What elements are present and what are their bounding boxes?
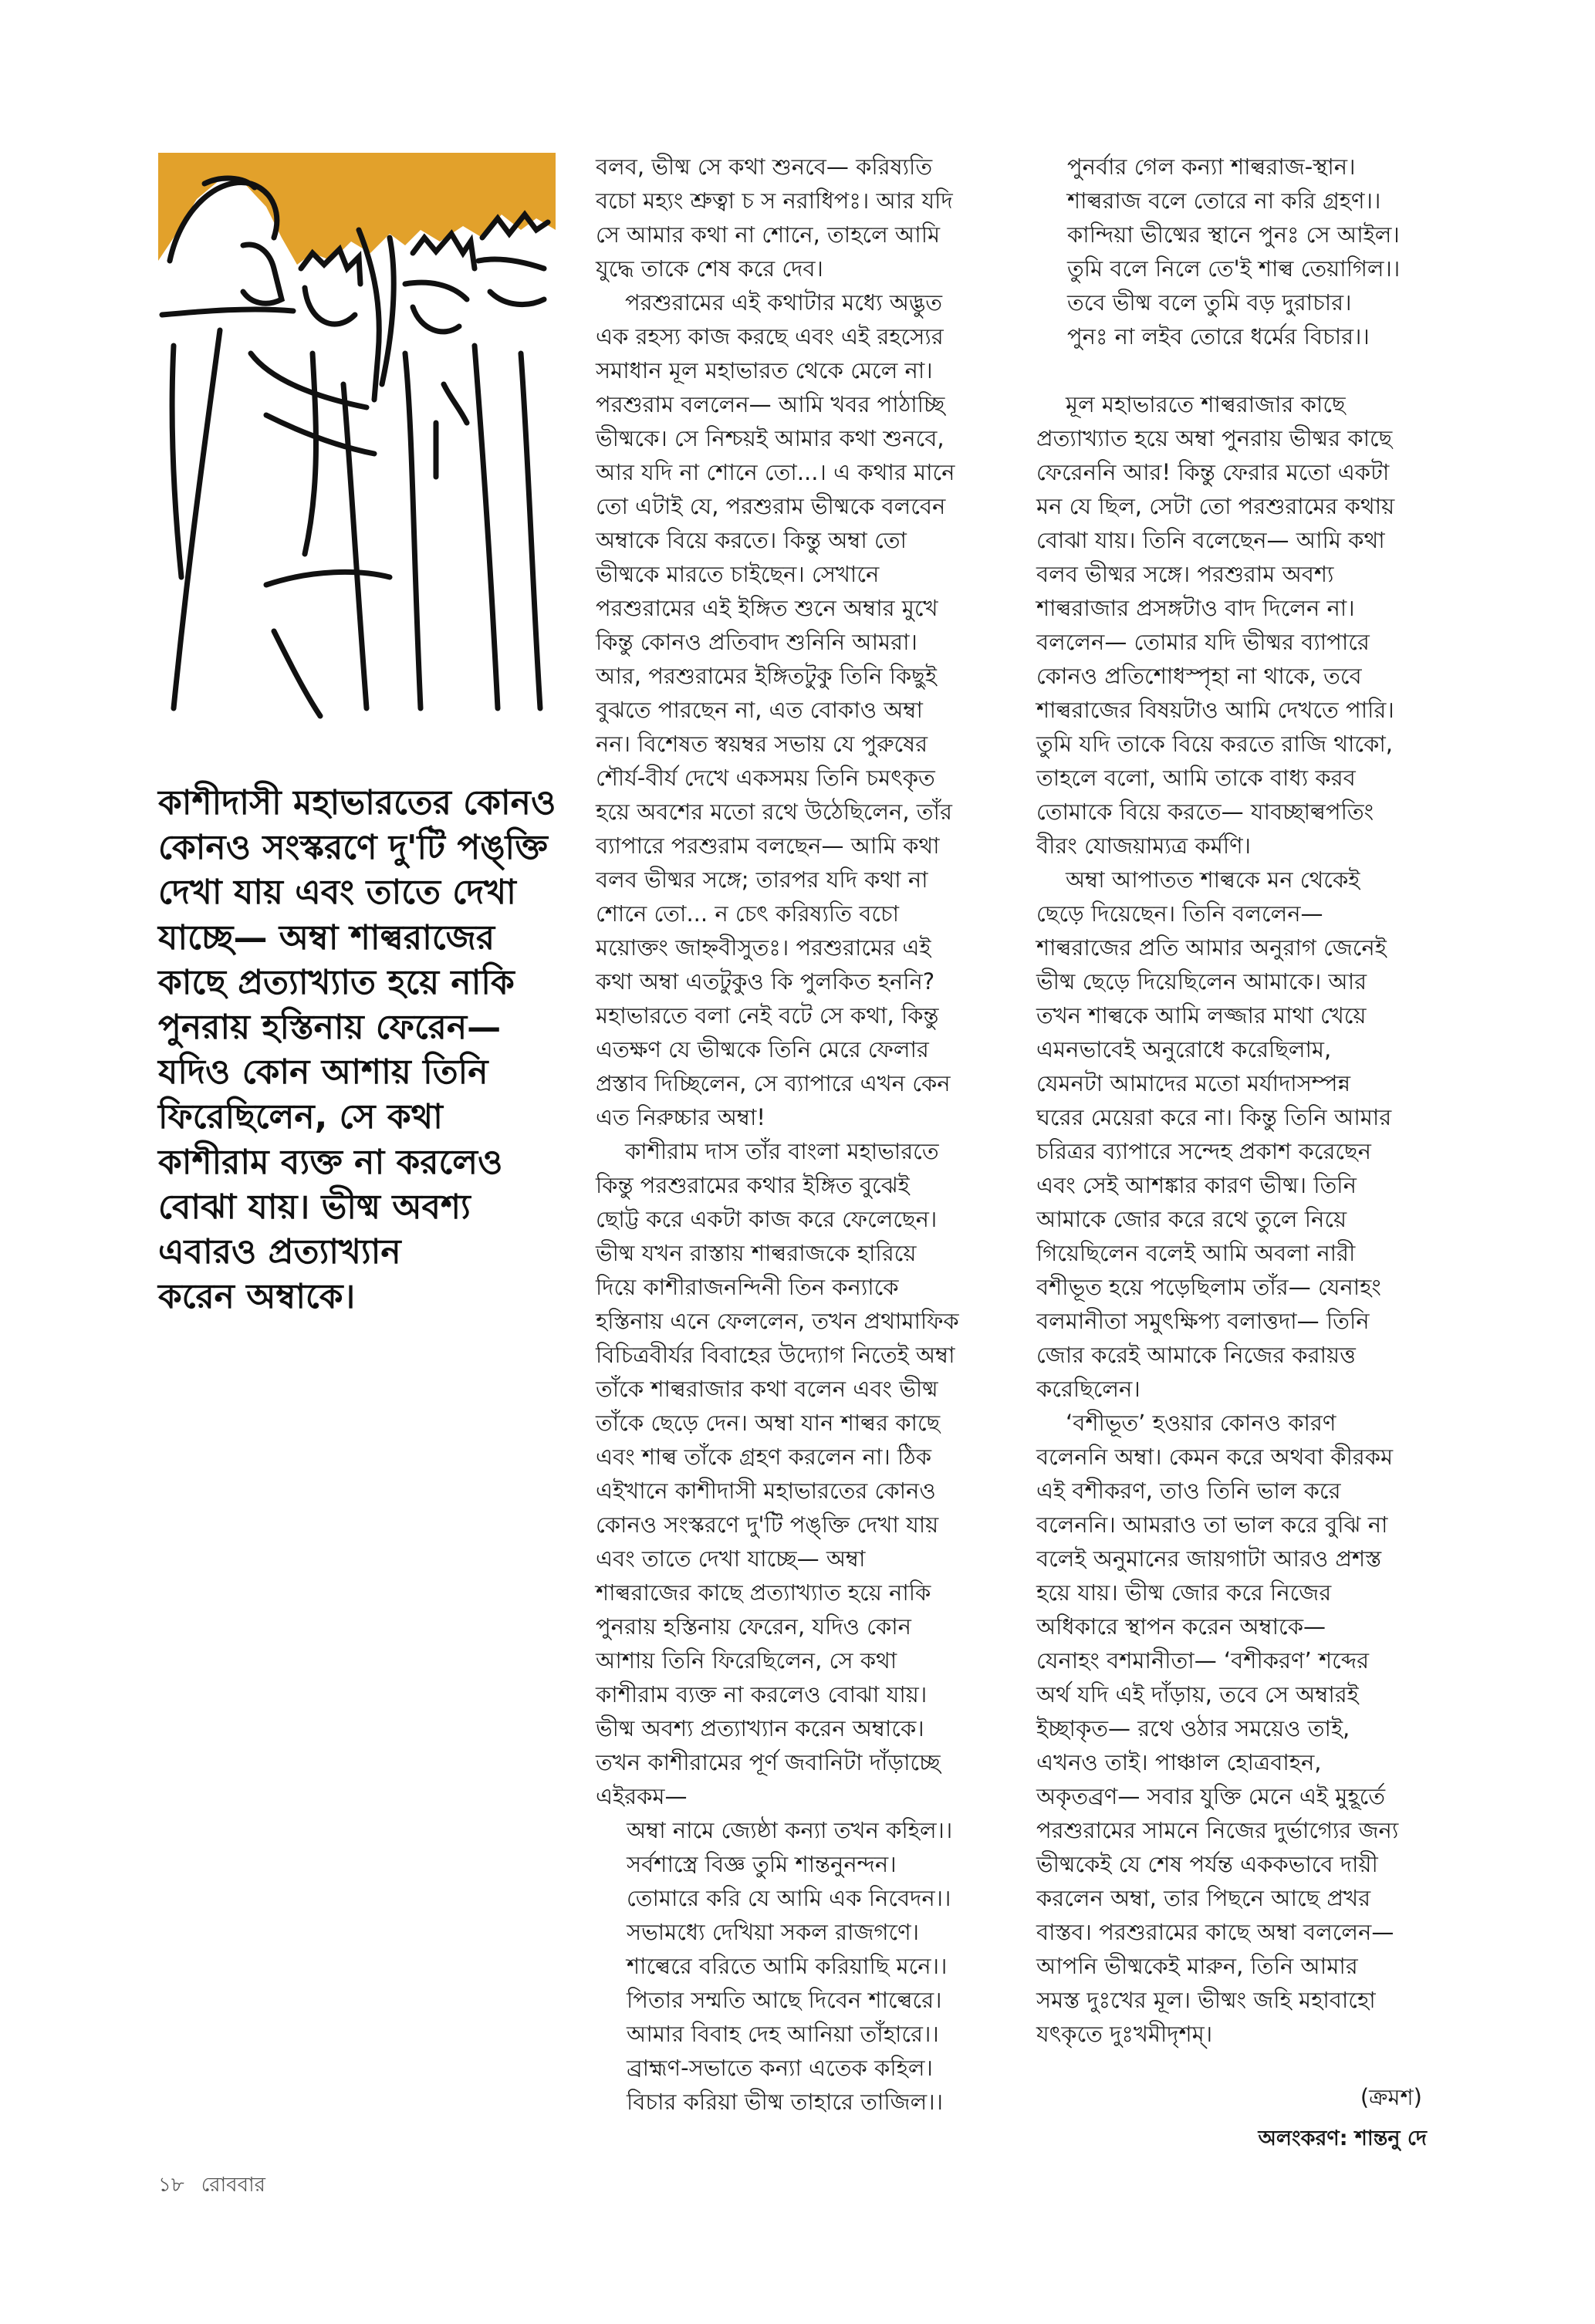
verse-line: পুনর্বার গেল কন্যা শাল্বরাজ-স্থান। [1067, 154, 1356, 180]
verse-line: পিতার সম্মতি আছে দিবেন শাল্বেরে। [627, 1987, 942, 2013]
text-line: প্রস্তাব দিচ্ছিলেন, সে ব্যাপারে এখন কেন [596, 1070, 951, 1096]
pull-quote-line: যাচ্ছে— অম্বা শাল্বরাজের [158, 917, 495, 958]
text-line: ভীষ্ম ছেড়ে দিয়েছিলেন আমাকে। আর [1036, 968, 1367, 995]
text-line: বচো মহ্যং শ্রুত্বা চ স নরাধিপঃ। আর যদি [596, 187, 953, 214]
text-line: পরশুরামের এই কথাটার মধ্যে অদ্ভুত [625, 289, 942, 316]
text-line: পরশুরামের সামনে নিজের দুর্ভাগ্যের জন্য [1036, 1817, 1399, 1843]
text-line: বললেন— তোমার যদি ভীষ্মর ব্যাপারে [1036, 629, 1370, 655]
text-line: হস্তিনায় এনে ফেললেন, তখন প্রথামাফিক [596, 1308, 959, 1334]
article-column-2 [1036, 150, 1438, 2051]
paragraph [596, 285, 997, 1134]
text-line: বলেননি অম্বা। কেমন করে অথবা কীরকম [1036, 1444, 1394, 1470]
paragraph [1036, 387, 1438, 863]
verse-line: শাল্বরাজ বলে তোরে না করি গ্রহণ।। [1067, 187, 1381, 214]
magazine-name: রোববার [201, 2174, 265, 2197]
verse-block [596, 1813, 997, 2119]
text-line: দিয়ে কাশীরাজনন্দিনী তিন কন্যাকে [596, 1274, 899, 1300]
text-line: তখন কাশীরামের পূর্ণ জবানিটা দাঁড়াচ্ছে [596, 1749, 941, 1775]
spacer [1036, 353, 1438, 387]
text-line: শাল্বরাজের বিষয়টাও আমি দেখতে পারি। [1036, 697, 1394, 723]
text-line: তো এটাই যে, পরশুরাম ভীষ্মকে বলবেন [596, 493, 946, 519]
text-line: এবং শাল্ব তাঁকে গ্রহণ করলেন না। ঠিক [596, 1444, 932, 1470]
text-line: এইখানে কাশীদাসী মহাভারতের কোনও [596, 1478, 936, 1504]
text-line: পরশুরাম বললেন— আমি খবর পাঠাচ্ছি [596, 391, 945, 417]
text-line: সে আমার কথা না শোনে, তাহলে আমি [596, 221, 941, 248]
verse-line: তোমারে করি যে আমি এক নিবেদন।। [627, 1885, 951, 1911]
pull-quote-line: যদিও কোন আশায় তিনি [158, 1052, 488, 1093]
text-line: বুঝতে পারছেন না, এত বোকাও অম্বা [596, 697, 923, 723]
text-line: এক রহস্য কাজ করছে এবং এই রহস্যের [596, 323, 944, 350]
verse-line: অম্বা নামে জ্যেষ্ঠা কন্যা তখন কহিল।। [627, 1817, 953, 1843]
pull-quote-line: এবারও প্রত্যাখ্যান [158, 1232, 401, 1272]
text-line: ভীষ্ম অবশ্য প্রত্যাখ্যান করেন অম্বাকে। [596, 1715, 924, 1741]
verse-line: আমার বিবাহ দেহ আনিয়া তাঁহারে।। [627, 2021, 939, 2047]
text-line: বীরং যোজয়াম্যত্র কর্মণি। [1036, 833, 1252, 859]
text-line: ছেড়ে দিয়েছেন। তিনি বললেন— [1036, 900, 1323, 927]
text-line: তাঁকে শাল্বরাজার কথা বলেন এবং ভীষ্ম [596, 1376, 938, 1402]
pull-quote-line: ফিরেছিলেন, সে কথা [158, 1097, 443, 1137]
text-line: কিন্তু কোনও প্রতিবাদ শুনিনি আমরা। [596, 629, 917, 655]
text-line: ভীষ্মকে মারতে চাইছেন। সেখানে [596, 561, 880, 587]
text-line: মূল মহাভারতে শাল্বরাজার কাছে [1066, 391, 1346, 417]
paragraph [596, 150, 997, 285]
pull-quote-line: কাছে প্রত্যাখ্যাত হয়ে নাকি [158, 962, 515, 1002]
verse-line: পুনঃ না লইব তোরে ধর্মের বিচার।। [1067, 323, 1370, 350]
text-line: শাল্বরাজের কাছে প্রত্যাখ্যাত হয়ে নাকি [596, 1579, 931, 1606]
text-line: আপনি ভীষ্মকেই মারুন, তিনি আমার [1036, 1953, 1358, 1979]
text-line: সমাধান মূল মহাভারত থেকে মেলে না। [596, 357, 933, 383]
text-line: হয়ে অবশের মতো রথে উঠেছিলেন, তাঁর [596, 799, 952, 825]
text-line: ভীষ্মকে। সে নিশ্চয়ই আমার কথা শুনবে, [596, 425, 944, 451]
pull-quote [158, 781, 575, 1319]
paragraph [1036, 863, 1438, 1406]
text-line: তাহলে বলো, আমি তাকে বাধ্য করব [1036, 765, 1356, 791]
text-line: বোঝা যায়। তিনি বলেছেন— আমি কথা [1036, 527, 1385, 553]
text-line: ফেরেননি আর! কিন্তু ফেরার মতো একটা [1036, 459, 1390, 485]
text-line: আর যদি না শোনে তো...। এ কথার মানে [596, 459, 955, 485]
text-line: এখনও তাই। পাঞ্চাল হোত্রবাহন, [1036, 1749, 1322, 1775]
text-line: কিন্তু পরশুরামের কথার ইঙ্গিত বুঝেই [596, 1172, 910, 1198]
verse-line: সভামধ্যে দেখিয়া সকল রাজগণে। [627, 1919, 920, 1945]
verse-line: কান্দিয়া ভীষ্মের স্থানে পুনঃ সে আইল। [1067, 221, 1400, 248]
text-line: তাঁকে ছেড়ে দেন। অম্বা যান শাল্বর কাছে [596, 1410, 941, 1436]
text-line: আমাকে জোর করে রথে তুলে নিয়ে [1036, 1206, 1347, 1232]
text-line: যেনাহং বশমানীতা— ‘বশীকরণ’ শব্দের [1036, 1647, 1370, 1674]
illustration [158, 153, 556, 731]
verse-line: তুমি বলে নিলে তে'ই শাল্ব তেয়াগিল।। [1067, 255, 1401, 282]
text-line: এতক্ষণ যে ভীষ্মকে তিনি মেরে ফেলার [596, 1036, 929, 1062]
text-line: যুদ্ধে তাকে শেষ করে দেব। [596, 255, 823, 282]
pull-quote-line: কাশীরাম ব্যক্ত না করলেও [158, 1142, 503, 1182]
text-line: ‘বশীভূত’ হওয়ার কোনও কারণ [1066, 1410, 1336, 1436]
text-line: মহাভারতে বলা নেই বটে সে কথা, কিন্তু [596, 1002, 939, 1029]
text-line: পুনরায় হস্তিনায় ফেরেন, যদিও কোন [596, 1613, 911, 1640]
text-line: বলমানীতা সমুৎক্ষিপ্য বলাত্তদা— তিনি [1036, 1308, 1370, 1334]
text-line: ব্যাপারে পরশুরাম বলছেন— আমি কথা [596, 833, 940, 859]
text-line: এমনভাবেই অনুরোধে করেছিলাম, [1036, 1036, 1332, 1062]
text-line: তখন শাল্বকে আমি লজ্জার মাথা খেয়ে [1036, 1002, 1367, 1029]
verse-line: ব্রাহ্মণ-সভাতে কন্যা এতেক কহিল। [627, 2055, 933, 2081]
text-line: মন যে ছিল, সেটা তো পরশুরামের কথায় [1036, 493, 1395, 519]
text-line: বলেই অনুমানের জায়গাটা আরও প্রশস্ত [1036, 1545, 1382, 1572]
text-line: তুমি যদি তাকে বিয়ে করতে রাজি থাকো, [1036, 731, 1394, 757]
illustration-parashurama-and-princesses-icon [158, 153, 556, 731]
text-line: তোমাকে বিয়ে করতে— যাবচ্ছাল্বপতিং [1036, 799, 1374, 825]
text-line: অধিকারে স্থাপন করেন অম্বাকে— [1036, 1613, 1326, 1640]
pull-quote-line: বোঝা যায়। ভীষ্ম অবশ্য [158, 1187, 471, 1227]
text-line: ভীষ্ম যখন রাস্তায় শাল্বরাজকে হারিয়ে [596, 1240, 917, 1266]
text-line: এবং সেই আশঙ্কার কারণ ভীষ্ম। তিনি [1036, 1172, 1357, 1198]
text-line: জোর করেই আমাকে নিজের করায়ত্ত [1036, 1342, 1356, 1368]
text-line: শাল্বরাজার প্রসঙ্গটাও বাদ দিলেন না। [1036, 595, 1355, 621]
text-line: ময়োক্তং জাহ্নবীসুতঃ। পরশুরামের এই [596, 934, 931, 961]
text-line: বিচিত্রবীর্যর বিবাহের উদ্যোগ নিতেই অম্বা [596, 1342, 955, 1368]
text-line: বলব ভীষ্মর সঙ্গে; তারপর যদি কথা না [596, 866, 928, 893]
article-column-1 [596, 150, 997, 2119]
text-line: অম্বা আপাতত শাল্বকে মন থেকেই [1066, 866, 1360, 893]
paragraph [1036, 1406, 1438, 2051]
verse-line: তবে ভীষ্ম বলে তুমি বড় দুরাচার। [1067, 289, 1352, 316]
text-line: কথা অম্বা এতটুকুও কি পুলকিত হননি? [596, 968, 935, 995]
text-line: যেমনটা আমাদের মতো মর্যাদাসম্পন্ন [1036, 1070, 1351, 1096]
text-line: আর, পরশুরামের ইঙ্গিতটুকু তিনি কিছুই [596, 663, 937, 689]
verse-line: বিচার করিয়া ভীষ্ম তাহারে তাজিল।। [627, 2089, 943, 2115]
text-line: সমস্ত দুঃখের মূল। ভীষ্মং জহি মহাবাহো [1036, 1987, 1376, 2013]
pull-quote-line: পুনরায় হস্তিনায় ফেরেন— [158, 1008, 502, 1048]
verse-line: সর্বশাস্ত্রে বিজ্ঞ তুমি শান্তনুনন্দন। [627, 1851, 897, 1877]
paragraph [596, 1134, 997, 1813]
text-line: চরিত্রর ব্যাপারে সন্দেহ প্রকাশ করেছেন [1036, 1138, 1371, 1164]
text-line: শৌর্য-বীর্য দেখে একসময় তিনি চমৎকৃত [596, 765, 935, 791]
verse-line: শাল্বেরে বরিতে আমি করিয়াছি মনে।। [627, 1953, 948, 1979]
text-line: ছোট্ট করে একটা কাজ করে ফেলেছেন। [596, 1206, 938, 1232]
text-line: বলেননি। আমরাও তা ভাল করে বুঝি না [1036, 1512, 1388, 1538]
text-line: করলেন অম্বা, তার পিছনে আছে প্রখর [1036, 1885, 1371, 1911]
text-line: আশায় তিনি ফিরেছিলেন, সে কথা [596, 1647, 897, 1674]
text-line: অর্থ যদি এই দাঁড়ায়, তবে সে অম্বারই [1036, 1681, 1359, 1708]
text-line: কোনও প্রতিশোধস্পৃহা না থাকে, তবে [1036, 663, 1362, 689]
text-line: বলব, ভীষ্ম সে কথা শুনবে— করিষ্যতি [596, 154, 933, 180]
pull-quote-line: করেন অম্বাকে। [158, 1277, 356, 1317]
pull-quote-line: কাশীদাসী মহাভারতের কোনও [158, 783, 556, 823]
text-line: বলব ভীষ্মর সঙ্গে। পরশুরাম অবশ্য [1036, 561, 1334, 587]
illustration-credit: অলংকরণ: শান্তনু দে [1258, 2126, 1427, 2150]
pull-quote-line: দেখা যায় এবং তাতে দেখা [158, 873, 516, 913]
text-line: ইচ্ছাকৃত— রথে ওঠার সময়েও তাই, [1036, 1715, 1350, 1741]
text-line: অকৃতব্রণ— সবার যুক্তি মেনে এই মুহূর্তে [1036, 1783, 1385, 1809]
text-line: বাস্তব। পরশুরামের কাছে অম্বা বললেন— [1036, 1919, 1394, 1945]
text-line: এবং তাতে দেখা যাচ্ছে— অম্বা [596, 1545, 866, 1572]
text-line: নন। বিশেষত স্বয়ম্বর সভায় যে পুরুষের [596, 731, 928, 757]
text-line: হয়ে যায়। ভীষ্ম জোর করে নিজের [1036, 1579, 1332, 1606]
text-line: কোনও সংস্করণে দু'টি পঙ্‌ক্তি দেখা যায় [596, 1512, 939, 1538]
text-line: বশীভূত হয়ে পড়েছিলাম তাঁর— যেনাহং [1036, 1274, 1381, 1300]
text-line: কাশীরাম ব্যক্ত না করলেও বোঝা যায়। [596, 1681, 928, 1708]
text-line: যৎকৃতে দুঃখমীদৃশম্। [1036, 2021, 1213, 2047]
text-line: করেছিলেন। [1036, 1376, 1140, 1402]
text-line: এইরকম— [596, 1783, 688, 1809]
text-line: এত নিরুচ্চার অম্বা! [596, 1104, 765, 1130]
text-line: প্রত্যাখ্যাত হয়ে অম্বা পুনরায় ভীষ্মর কাছে [1036, 425, 1393, 451]
text-line: কাশীরাম দাস তাঁর বাংলা মহাভারতে [625, 1138, 939, 1164]
text-line: অম্বাকে বিয়ে করতে। কিন্তু অম্বা তো [596, 527, 907, 553]
continued-label: (ক্রমশ) [1360, 2084, 1422, 2110]
pull-quote-line: কোনও সংস্করণে দু'টি পঙ্‌ক্তি [158, 828, 548, 868]
text-line: পরশুরামের এই ইঙ্গিত শুনে অম্বার মুখে [596, 595, 938, 621]
text-line: ঘরের মেয়েরা করে না। কিন্তু তিনি আমার [1036, 1104, 1392, 1130]
text-line: ভীষ্মকেই যে শেষ পর্যন্ত এককভাবে দায়ী [1036, 1851, 1378, 1877]
page-footer [158, 2170, 282, 2201]
text-line: শোনে তো... ন চেৎ করিষ্যতি বচো [596, 900, 900, 927]
text-line: গিয়েছিলেন বলেই আমি অবলা নারী [1036, 1240, 1356, 1266]
text-line: এই বশীকরণ, তাও তিনি ভাল করে [1036, 1478, 1341, 1504]
text-line: শাল্বরাজের প্রতি আমার অনুরাগ জেনেই [1036, 934, 1387, 961]
verse-block [1036, 150, 1438, 353]
page-number: ১৮ [158, 2174, 184, 2197]
